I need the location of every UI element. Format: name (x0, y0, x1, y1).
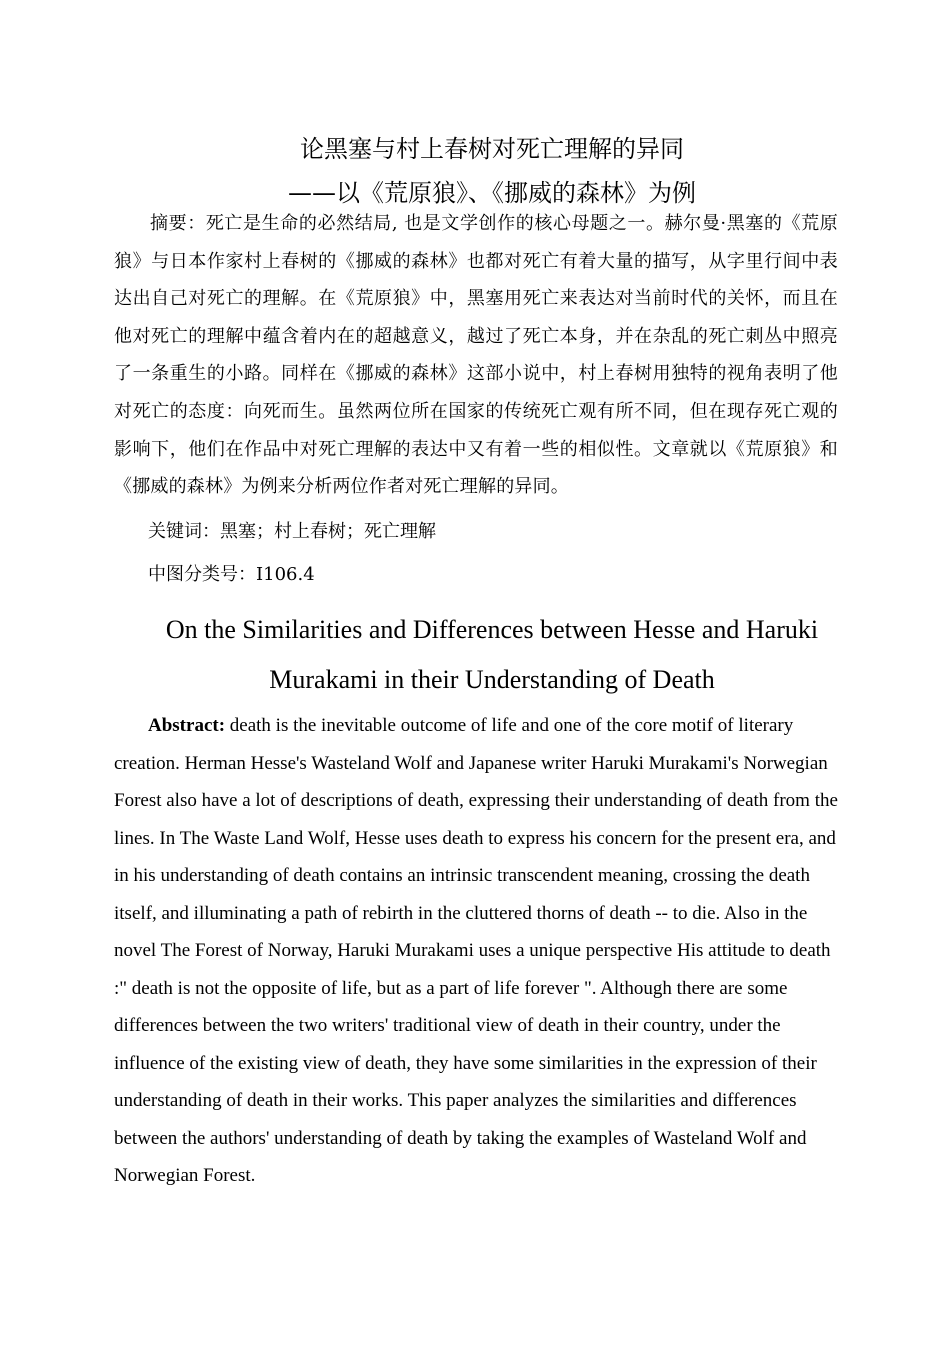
chinese-classification (148, 561, 315, 589)
chinese-abstract (114, 205, 838, 506)
keywords-text: 黑塞；村上春树；死亡理解 (220, 521, 436, 542)
chinese-subtitle: ——以《荒原狼》、《挪威的森林》为例 (288, 179, 696, 207)
english-abstract-text: death is the inevitable outcome of life and one of the core motif of literary creation. Herman Hesse's Wasteland Wolf and Japanese writer Haruki Murakami's Norwegian Forest also have a lot of descriptions of death, expressing their understanding of death from the lines. In The Waste Land Wolf, Hesse uses death to express his concern for the present era, and in his understanding of death contains an intrinsic transcendent meaning, crossing the death itself, and illuminating a path of rebirth in the cluttered thorns of death -- to die. Also in the novel The Forest of Norway, Haruki Murakami uses a unique perspective His attitude to death :" death is not the opposite of life, but as a part of life forever ". Although there are some differences between the two writers' traditional view of death in their country, under the influence of the existing view of death, they have some similarities in the expression of their understanding of death in their works. This paper analyzes the similarities and differences between the authors' understanding of death by taking the examples of Wasteland Wolf and Norwegian Forest. (114, 715, 838, 1186)
chinese-abstract-text: 死亡是生命的必然结局, 也是文学创作的核心母题之一。赫尔曼·黑塞的《荒原狼》与日本作家村上春树的《挪威的森林》也都对死亡有着大量的描写，从字里行间中表达出自己对死亡的理解。在《荒原狼》中，黑塞用死亡来表达对当前时代的关怀，而且在他对死亡的理解中蕴含着内在的超越意义，越过了死亡本身，并在杂乱的死亡刺丛中照亮了一条重生的小路。同样在《挪威的森林》这部小说中，村上春树用独特的视角表明了他对死亡的态度：向死而生。虽然两位所在国家的传统死亡观有所不同，但在现存死亡观的影响下，他们在作品中对死亡理解的表达中又有着一些的相似性。文章就以《荒原狼》和《挪威的森林》为例来分析两位作者对死亡理解的异同。 (114, 213, 838, 498)
chinese-abstract-label: 摘要： (150, 213, 206, 234)
keywords-label: 关键词： (148, 521, 220, 542)
classification-text: I106.4 (256, 564, 315, 585)
english-title-line-2: Murakami in their Understanding of Death (269, 665, 715, 694)
english-title-line-1: On the Similarities and Differences between Hesse and Haruki (165, 615, 819, 644)
english-abstract (114, 707, 838, 1195)
english-abstract-label: Abstract: (148, 715, 226, 736)
chinese-title: 论黑塞与村上春树对死亡理解的异同 (300, 135, 684, 163)
classification-label: 中图分类号： (148, 564, 256, 585)
chinese-keywords (148, 518, 436, 546)
